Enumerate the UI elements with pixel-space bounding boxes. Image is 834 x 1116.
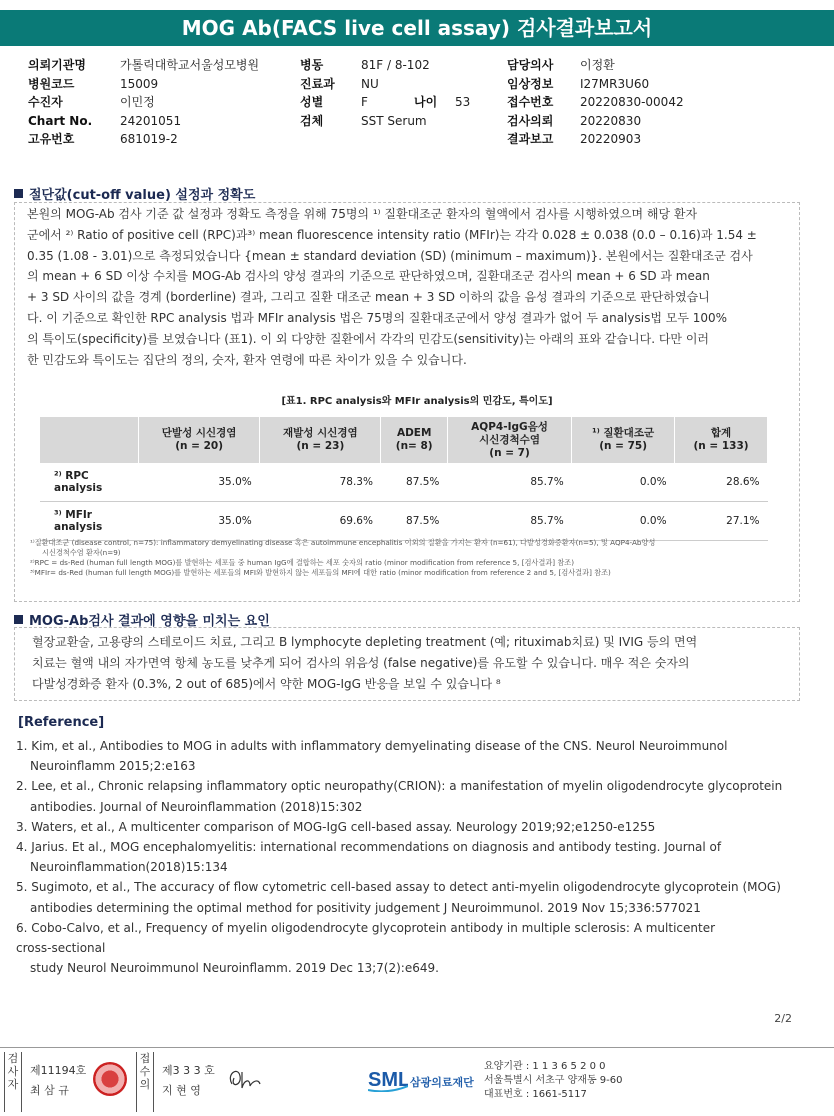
age-value: 53	[455, 95, 471, 109]
info-label: 담당의사	[507, 58, 554, 72]
info-label: 병원코드	[28, 76, 75, 91]
info-label: 병동	[300, 58, 324, 72]
square-bullet-icon	[14, 615, 23, 624]
reference-line: antibodies determining the optimal method for positivity judgement J Neuroimmunol. 2019 Nov 15;336:577021	[30, 900, 701, 915]
table-header: ADEM (n= 8)	[381, 417, 447, 463]
info-value: 20220903	[580, 132, 642, 146]
sml-logo-icon	[368, 1066, 408, 1092]
age-label: 나이	[414, 95, 438, 109]
info-value: 24201051	[120, 113, 182, 128]
info-label: 성별	[300, 95, 324, 109]
table-header-blank	[40, 417, 139, 463]
info-label: 검사의뢰	[507, 113, 554, 128]
reference-line: cross-sectional	[16, 941, 106, 956]
table-header: AQP4-IgG음성 시신경척수염 (n = 7)	[447, 417, 571, 463]
info-label: 검체	[300, 113, 324, 128]
info-value: NU	[361, 76, 379, 91]
table-cell: 35.0%	[139, 502, 260, 541]
table-cell: 69.6%	[260, 502, 381, 541]
info-label: 수진자	[28, 95, 63, 109]
page-number: 2/2	[774, 1012, 792, 1025]
table-cell: 87.5%	[381, 502, 447, 541]
seal-stamp-icon	[93, 1062, 127, 1096]
table-cell: 27.1%	[675, 502, 768, 541]
info-value: SST Serum	[361, 113, 427, 128]
table-cell: 0.0%	[572, 463, 675, 502]
reference-line: 5. Sugimoto, et al., The accuracy of flow cytometric cell-based assay to detect anti-myelin oligodendrocyte glycoprotein (MOG)	[16, 880, 781, 895]
row-label: ²⁾ RPC analysis	[40, 463, 139, 502]
cutoff-paragraph: 본원의 MOG-Ab 검사 기준 값 설정과 정확도 측정을 위해 75명의 ¹⁾ 질환대조군 환자의 혈액에서 검사를 시행하였으며 해당 환자 군에서 ²⁾ Ratio of positive cell (RPC)과³⁾ mean fluorescence intensity ratio (MFIr)는 각각 0.028 ± 0.038 (0.0 – 0.16)과 1.54 ± 0.35 (1.08 - 3.01)으로 측정되었습니다 {mean ± standard deviation (SD) (minimum – maximum)}. 본원에서는 질환대조군 검사 의 mean + 6 SD 이상 수치를 MOG-Ab 검사의 양성 결과의 기준으로 판단하였으며, 질환대조군 검사의 mean + 6 SD 과 mean + 3 SD 사이의 값을 경계 (borderline) 결과, 그리고 질환 대조군 mean + 3 SD 이하의 값을 음성 결과의 기준으로 판단하였습니 다. 이 기준으로 확인한 RPC analysis 법과 MFIr analysis 법은 75명의 질환대조군에서 양성 결과가 없어 두 analysis법 모두 100% 의 특이도(specificity)를 보였습니다 (표1). 이 외 다양한 질환에서 각각의 민감도(sensitivity)는 아래의 표와 같습니다. 다만 이러 한 민감도와 특이도는 집단의 정의, 숫자, 환자 연령에 따른 차이가 있을 수 있습니다.	[27, 207, 757, 367]
info-col-1	[28, 56, 259, 149]
reference-heading: [Reference]	[18, 715, 105, 730]
square-bullet-icon	[14, 189, 23, 198]
table-row	[40, 463, 768, 502]
reference-line: Neuroinflammation(2018)15:134	[30, 860, 228, 875]
table-cell: 78.3%	[260, 463, 381, 502]
reference-line: 4. Jarius. Et al., MOG encephalomyelitis: international recommendations on diagnosis and antibody testing. Journal of	[16, 840, 722, 855]
info-value: I27MR3U60	[580, 76, 650, 91]
footer-divider	[0, 1047, 834, 1048]
reference-list	[16, 736, 806, 978]
info-col-2	[300, 56, 470, 130]
reference-line: 6. Cobo-Calvo, et al., Frequency of myelin oligodendrocyte glycoprotein antibody in multiple sclerosis: A multicenter	[16, 920, 716, 935]
confirm-label: 접수의	[136, 1052, 154, 1112]
factors-paragraph: 혈장교환술, 고용량의 스테로이드 치료, 그리고 B lymphocyte depleting treatment (예; rituximab치료) 및 IVIG 등의 면역 치료는 혈액 내의 자가면역 항체 농도를 낮추게 되어 검사의 위음성 (false negative)를 유도할 수 있습니다. 매우 적은 숫자의 다발성경화증 환자 (0.3%, 2 out of 685)에서 약한 MOG-IgG 반응을 보일 수 있습니다 ⁸	[32, 635, 698, 691]
table-header: ¹⁾ 질환대조군 (n = 75)	[572, 417, 675, 463]
section-heading-cutoff: 절단값(cut-off value) 설정과 정확도	[14, 184, 255, 203]
inspector-number: 제11194호	[30, 1064, 87, 1077]
info-label: 접수번호	[507, 95, 554, 109]
sensitivity-table	[40, 417, 768, 541]
table-header: 단발성 시신경염 (n = 20)	[139, 417, 260, 463]
info-label: Chart No.	[28, 113, 93, 128]
reference-line: Neuroinflamm 2015;2:e163	[30, 759, 196, 774]
info-value: 20220830	[580, 113, 642, 128]
table-cell: 85.7%	[447, 502, 571, 541]
info-value: 681019-2	[120, 132, 178, 146]
sml-logo	[368, 1066, 474, 1096]
table-caption: [표1. RPC analysis와 MFIr analysis의 민감도, 특이도]	[281, 396, 553, 407]
inspector-label: 검사자	[4, 1052, 22, 1112]
info-value: 20220830-00042	[580, 95, 684, 109]
report-title: MOG Ab(FACS live cell assay) 검사결과보고서	[0, 10, 834, 46]
info-label: 임상정보	[507, 76, 554, 91]
reference-line: antibodies. Journal of Neuroinflammation (2018)15:302	[30, 799, 363, 814]
table-cell: 0.0%	[572, 502, 675, 541]
info-label: 고유번호	[28, 132, 75, 146]
table-cell: 28.6%	[675, 463, 768, 502]
reference-line: study Neurol Neuroimmunol Neuroinflamm. 2019 Dec 13;7(2):e649.	[30, 961, 439, 976]
table-header: 재발성 시신경염 (n = 23)	[260, 417, 381, 463]
table-header: 합계 (n = 133)	[675, 417, 768, 463]
info-col-3	[507, 56, 684, 149]
info-value: F	[361, 95, 368, 109]
table-row	[40, 502, 768, 541]
table-cell: 87.5%	[381, 463, 447, 502]
table-cell: 35.0%	[139, 463, 260, 502]
table-footnotes: ¹⁾질환대조군 (disease control, n=75): inflammatory demyelinating disease 혹은 autoimmune encephalitis 이외의 질환을 가지는 환자 (n=61), 다발성경화증환자(n=5), 및 AQP4-Ab양성 시신경척수염 환자(n=9) ²⁾RPC = ds-Red (human full length MOG)를 발현하는 세포들 중 human IgG에 결합하는 세포 숫자의 ratio (minor modification from reference 5, [검사결과] 참조) ³⁾MFIr= ds-Red (human full length MOG)를 발현하는 세포들의 MFI와 발현하지 않는 세포들의 MFI에 대한 ratio (minor modification from reference 2 and 5, [검사결과] 참조)	[30, 538, 656, 577]
info-label: 진료과	[300, 76, 335, 91]
reference-line: 1. Kim, et al., Antibodies to MOG in adults with inflammatory demyelinating disease of the CNS. Neurol Neuroimmunol	[16, 739, 728, 753]
info-value: 가톨릭대학교서울성모병원	[120, 58, 260, 72]
org-info: 요양기관 : 1 1 3 6 5 2 0 0 서울특별시 서초구 양재동 9-60 대표번호 : 1661-5117	[484, 1061, 623, 1100]
reference-line: 3. Waters, et al., A multicenter comparison of MOG-IgG cell-based assay. Neurology 2019;92;e1250-e1255	[16, 819, 656, 834]
info-label: 결과보고	[507, 132, 554, 146]
org-name: 삼광의료재단	[410, 1076, 474, 1089]
info-label: 의뢰기관명	[28, 58, 86, 72]
signature-icon	[224, 1064, 264, 1092]
svg-text:SML: SML	[368, 1069, 408, 1091]
info-value: 15009	[120, 76, 159, 91]
reference-line: 2. Lee, et al., Chronic relapsing inflammatory optic neuropathy(CRION): a manifestation of myelin oligodendrocyte glycoprotein	[16, 779, 783, 794]
table-cell: 85.7%	[447, 463, 571, 502]
info-value: 이정환	[580, 58, 615, 72]
info-value: 81F / 8-102	[361, 58, 430, 72]
row-label: ³⁾ MFIr analysis	[40, 502, 139, 541]
inspector-name: 최 삼 규	[30, 1084, 69, 1097]
info-value: 이민정	[120, 95, 155, 109]
section-heading-factors: MOG-Ab검사 결과에 영향을 미치는 요인	[14, 610, 270, 629]
confirm-name: 지 현 영	[162, 1084, 201, 1097]
confirm-number: 제3 3 3 호	[162, 1064, 215, 1077]
